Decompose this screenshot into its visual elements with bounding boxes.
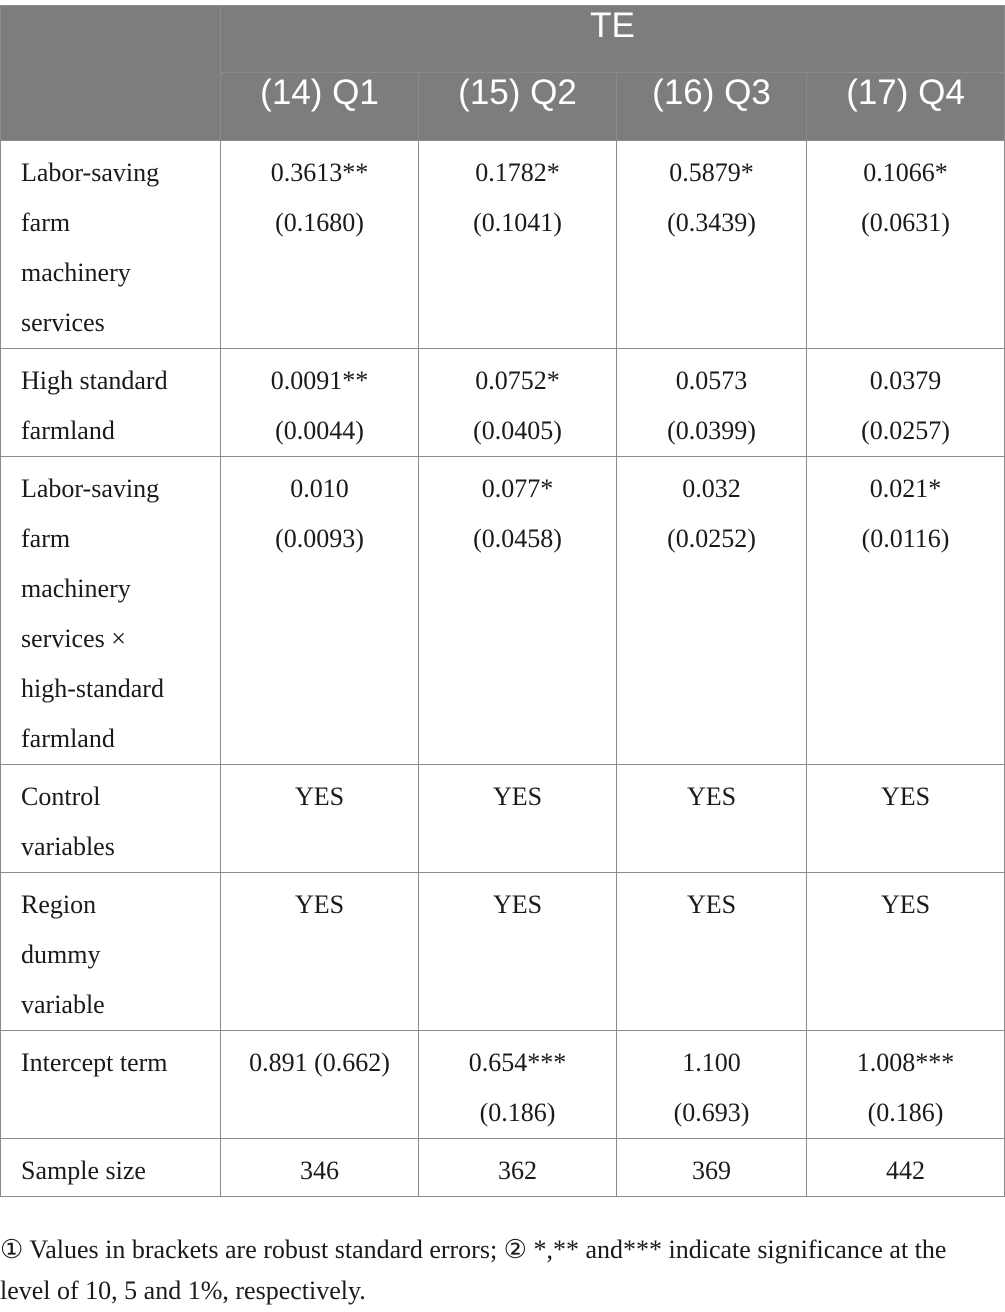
standard-error-value: (0.0399) (667, 416, 756, 445)
value-cell-q3 (617, 873, 807, 1031)
coefficient-value: 0.0379 (869, 366, 942, 395)
coefficient-value: YES (492, 890, 543, 919)
row-label-line: Labor-saving (21, 158, 160, 187)
standard-error-value: (0.0631) (861, 208, 950, 237)
value-cell-q4 (807, 765, 1005, 873)
standard-error-value: (0.0116) (861, 524, 950, 553)
value-cell-q3 (617, 1031, 807, 1139)
coefficient-value: 369 (692, 1156, 731, 1185)
coefficient-value: 0.1066* (863, 158, 948, 187)
table-row (1, 1031, 1005, 1139)
value-cell-q4 (807, 457, 1005, 765)
value-cell-q4 (807, 873, 1005, 1031)
standard-error-value: (0.0405) (473, 416, 562, 445)
column-header-q2: (15) Q2 (419, 73, 617, 141)
value-cell-q1 (221, 457, 419, 765)
value-cell-q3 (617, 141, 807, 349)
row-label-line: farm (21, 524, 71, 553)
coefficient-value: 1.100 (682, 1048, 741, 1077)
standard-error-value: (0.693) (673, 1098, 750, 1127)
table-row (1, 349, 1005, 457)
standard-error-value: (0.1680) (275, 208, 364, 237)
row-label (1, 1031, 221, 1139)
coefficient-value: YES (294, 782, 345, 811)
header-corner-cell (1, 6, 221, 141)
row-label-line: Region (21, 890, 97, 919)
coefficient-value: YES (294, 890, 345, 919)
table-footnote (0, 1229, 1000, 1311)
row-label-line: Control (21, 782, 101, 811)
standard-error-value: (0.0458) (473, 524, 562, 553)
row-label-line: Intercept term (21, 1048, 168, 1077)
coefficient-value: 1.008*** (856, 1048, 955, 1077)
row-label-line: farmland (21, 724, 115, 753)
value-cell-q4 (807, 1031, 1005, 1139)
standard-error-value: (0.0093) (275, 524, 364, 553)
table-row (1, 141, 1005, 349)
coefficient-value: 0.021* (869, 474, 942, 503)
value-cell-q1 (221, 765, 419, 873)
header-group-label: TE (221, 6, 1005, 73)
coefficient-value: 0.010 (290, 474, 349, 503)
value-cell-q3 (617, 765, 807, 873)
value-cell-q1 (221, 141, 419, 349)
value-cell-q2 (419, 141, 617, 349)
coefficient-value: 362 (498, 1156, 537, 1185)
row-label-line: farm (21, 208, 71, 237)
standard-error-value: (0.186) (867, 1098, 944, 1127)
value-cell-q3 (617, 457, 807, 765)
row-label-line: high-standard (21, 674, 164, 703)
row-label-line: services (21, 308, 105, 337)
row-label (1, 349, 221, 457)
coefficient-value: 442 (886, 1156, 926, 1185)
row-label-line: variable (21, 990, 105, 1019)
table-row (1, 1139, 1005, 1197)
coefficient-value: 0.0752* (475, 366, 560, 395)
coefficient-value: YES (492, 782, 543, 811)
coefficient-value: 0.0091** (270, 366, 369, 395)
row-label-line: services × (21, 624, 126, 653)
row-label-line: farmland (21, 416, 115, 445)
coefficient-value: YES (686, 890, 737, 919)
value-cell-q1 (221, 1139, 419, 1197)
regression-results-table (0, 5, 1005, 1197)
value-cell-q3 (617, 349, 807, 457)
row-label-line: Sample size (21, 1156, 146, 1185)
row-label-line: machinery (21, 574, 131, 603)
value-cell-q1 (221, 1031, 419, 1139)
value-cell-q1 (221, 873, 419, 1031)
row-label (1, 141, 221, 349)
row-label-line: variables (21, 832, 115, 861)
value-cell-q2 (419, 765, 617, 873)
table-row (1, 457, 1005, 765)
table-body (1, 141, 1005, 1197)
value-cell-q4 (807, 141, 1005, 349)
row-label-line: machinery (21, 258, 131, 287)
value-cell-q2 (419, 873, 617, 1031)
coefficient-value: 0.654*** (468, 1048, 567, 1077)
row-label (1, 1139, 221, 1197)
standard-error-value: (0.0257) (861, 416, 950, 445)
footnote-line: level of 10, 5 and 1%, respectively. (0, 1276, 366, 1305)
column-header-q3: (16) Q3 (617, 73, 807, 141)
coefficient-value: 0.891 (0.662) (249, 1048, 390, 1077)
coefficient-value: 0.032 (682, 474, 741, 503)
coefficient-value: YES (686, 782, 737, 811)
coefficient-value: 0.077* (481, 474, 554, 503)
value-cell-q2 (419, 457, 617, 765)
row-label-line: dummy (21, 940, 101, 969)
table-row (1, 765, 1005, 873)
row-label (1, 765, 221, 873)
value-cell-q2 (419, 1139, 617, 1197)
coefficient-value: YES (880, 782, 931, 811)
row-label-line: High standard (21, 366, 168, 395)
coefficient-value: 346 (300, 1156, 339, 1185)
standard-error-value: (0.0252) (667, 524, 756, 553)
standard-error-value: (0.1041) (473, 208, 562, 237)
standard-error-value: (0.0044) (275, 416, 364, 445)
coefficient-value: 0.0573 (675, 366, 748, 395)
value-cell-q1 (221, 349, 419, 457)
coefficient-value: 0.1782* (475, 158, 560, 187)
value-cell-q3 (617, 1139, 807, 1197)
coefficient-value: YES (880, 890, 931, 919)
row-label (1, 873, 221, 1031)
value-cell-q4 (807, 349, 1005, 457)
row-label (1, 457, 221, 765)
column-header-q1: (14) Q1 (221, 73, 419, 141)
column-header-q4: (17) Q4 (807, 73, 1005, 141)
standard-error-value: (0.186) (479, 1098, 556, 1127)
table-row (1, 873, 1005, 1031)
footnote-line: ① Values in brackets are robust standard errors; ② *,** and*** indicate significance at the (0, 1235, 947, 1264)
value-cell-q2 (419, 349, 617, 457)
coefficient-value: 0.3613** (270, 158, 369, 187)
value-cell-q4 (807, 1139, 1005, 1197)
standard-error-value: (0.3439) (667, 208, 756, 237)
row-label-line: Labor-saving (21, 474, 160, 503)
header-group-row (1, 6, 1005, 73)
coefficient-value: 0.5879* (669, 158, 754, 187)
value-cell-q2 (419, 1031, 617, 1139)
